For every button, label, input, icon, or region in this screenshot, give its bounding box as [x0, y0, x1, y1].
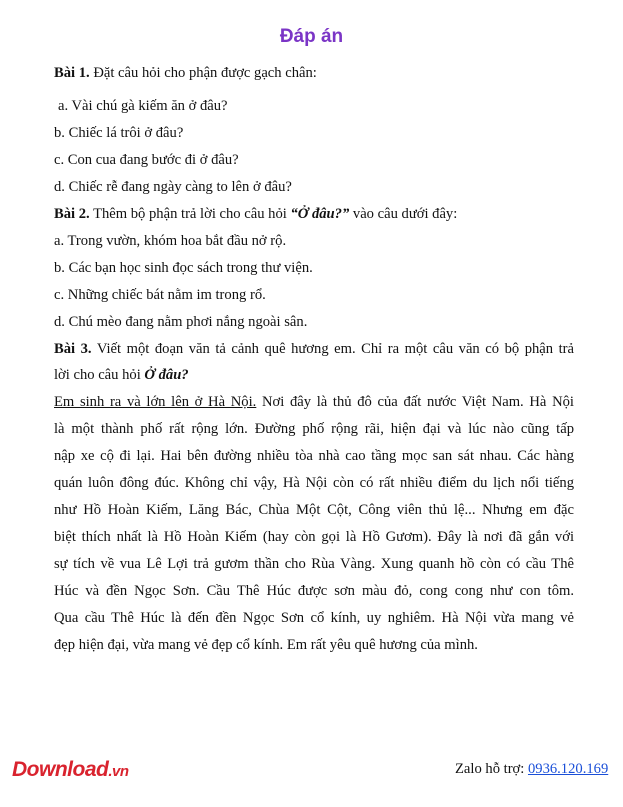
zalo-support [455, 761, 608, 778]
paragraph-line-1 [54, 393, 574, 411]
bai3-text-line1: Viết một đoạn văn tả cảnh quê hương em. Chỉ ra một câu văn có bộ phận trả [91, 341, 574, 357]
paragraph-line-8: Húc và đền Ngọc Sơn. Cầu Thê Húc được sơn màu đỏ, cong cong như con tôm. [54, 583, 574, 599]
bai3-heading [54, 340, 574, 358]
zalo-label: Zalo hỗ trợ: [455, 761, 528, 777]
logo-main-text: Download [12, 758, 109, 781]
bai2-answer-a: a. Trong vườn, khóm hoa bắt đầu nở rộ. [54, 233, 287, 249]
underlined-sentence: Em sinh ra và lớn lên ở Hà Nội. [54, 394, 257, 410]
paragraph-line-3: nập xe cộ đi lại. Hai bên đường nhiều tòa nhà cao tầng mọc san sát nhau. Các hàng [54, 448, 574, 464]
paragraph-line-10: đẹp hiện đại, vừa mang vẻ đẹp cổ kính. Em rất yêu quê hương của mình. [54, 637, 478, 653]
bai2-question: “Ở đâu?” [290, 206, 350, 222]
paragraph-line-7: sự tích về vua Lê Lợi trả gươm thần cho Rùa Vàng. Xung quanh hồ còn có cầu Thê [54, 556, 574, 572]
zalo-phone-link[interactable]: 0936.120.169 [527, 761, 609, 777]
bai1-label: Bài 1. [54, 65, 90, 81]
bai2-label: Bài 2. [54, 206, 90, 222]
bai3-heading-line2 [54, 366, 574, 384]
bai3-label: Bài 3. [54, 341, 92, 357]
bai2-heading [54, 205, 574, 223]
bai1-answer-d: d. Chiếc rễ đang ngày càng to lên ở đâu? [54, 179, 292, 195]
bai1-heading [54, 64, 574, 82]
bai2-answer-b: b. Các bạn học sinh đọc sách trong thư viện. [54, 260, 313, 276]
logo-suffix: .vn [108, 763, 129, 780]
bai2-text-before: Thêm bộ phận trả lời cho câu hỏi [89, 206, 291, 222]
paragraph-line-1-rest: Nơi đây là thủ đô của đất nước Việt Nam. Hà Nội [256, 394, 574, 410]
bai1-answer-c: c. Con cua đang bước đi ở đâu? [54, 152, 239, 168]
bai1-answer-a: a. Vài chú gà kiếm ăn ở đâu? [58, 98, 228, 114]
bai3-text-line2: lời cho câu hỏi [54, 367, 145, 383]
bai2-answer-d: d. Chú mèo đang nằm phơi nắng ngoài sân. [54, 314, 308, 330]
paragraph-line-4: quán luôn đông đúc. Không chỉ vậy, Hà Nội còn có rất nhiều điểm du lịch nổi tiếng [54, 475, 574, 491]
bai2-answer-c: c. Những chiếc bát nằm im trong rổ. [54, 287, 266, 303]
download-logo[interactable] [12, 758, 129, 782]
page-title: Đáp án [279, 26, 344, 47]
paragraph-line-2: là một thành phố rất rộng lớn. Đường phố rộng rãi, hiện đại và lúc nào cũng tấp [54, 421, 574, 437]
bai2-text-after: vào câu dưới đây: [349, 206, 458, 222]
bai1-answer-b: b. Chiếc lá trôi ở đâu? [54, 125, 184, 141]
paragraph-line-5: như Hồ Hoàn Kiếm, Lăng Bác, Chùa Một Cột, Công viên thủ lệ... Nhưng em đặc [54, 502, 574, 518]
paragraph-line-9: Qua cầu Thê Húc là đến đền Ngọc Sơn cổ kính, uy nghiêm. Hà Nội vừa mang vẻ [54, 610, 574, 626]
paragraph-line-6: biệt thích nhất là Hồ Hoàn Kiếm (hay còn gọi là Hồ Gươm). Đây là nơi đã gắn với [54, 529, 574, 545]
bai3-question: Ở đâu? [144, 367, 189, 383]
bai1-text: Đặt câu hỏi cho phận được gạch chân: [89, 65, 317, 81]
